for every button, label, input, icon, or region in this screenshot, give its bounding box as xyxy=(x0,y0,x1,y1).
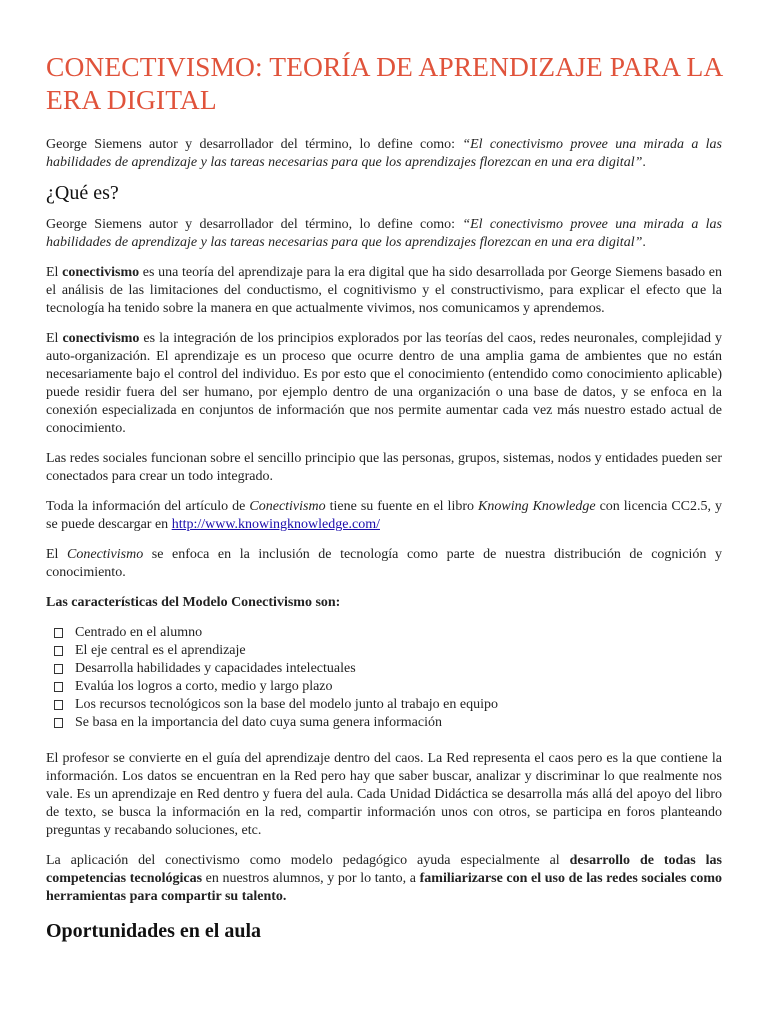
theory-bold: conectivismo xyxy=(62,265,140,280)
list-item-text: Centrado en el alumno xyxy=(75,625,203,640)
paragraph-source xyxy=(46,498,722,534)
source-italic-conectivismo: Conectivismo xyxy=(249,499,326,514)
list-item-text: El eje central es el aprendizaje xyxy=(75,643,246,658)
paragraph-definition xyxy=(46,216,722,252)
checkbox-bullet-icon xyxy=(54,646,63,656)
list-item xyxy=(54,714,722,732)
list-item xyxy=(54,660,722,678)
checkbox-bullet-icon xyxy=(54,700,63,710)
application-bold-b: desarrollo de todas las competencias tecnológicas xyxy=(46,853,722,886)
list-item-text: Los recursos tecnológicos son la base del modelo junto al trabajo en equipo xyxy=(75,697,499,712)
integration-bold: conectivismo xyxy=(62,331,140,346)
checkbox-bullet-icon xyxy=(54,682,63,692)
theory-text-c: es una teoría del aprendizaje para la era digital que ha sido desarrollada por George Siemens basado en el análisis de las limitaciones del conductismo, el cognitivismo y el constructivismo, para explicar el efecto que la tecnología ha tenido sobre la manera en que actualmente vivimos, nos comunicamos y aprendemos. xyxy=(46,265,722,316)
paragraph-theory xyxy=(46,264,722,318)
source-book-title: Knowing Knowledge xyxy=(478,499,596,514)
intro-end: . xyxy=(642,155,646,170)
technology-italic: Conectivismo xyxy=(67,547,144,562)
checkbox-bullet-icon xyxy=(54,664,63,674)
definition-quote: “El conectivismo provee una mirada a las habilidades de aprendizaje y las tareas necesarias para que los aprendizajes florezcan en una era digital” xyxy=(46,217,722,250)
paragraph-social-networks: Las redes sociales funcionan sobre el sencillo principio que las personas, grupos, sistemas, nodos y entidades pueden ser conectados para crear un todo integrado. xyxy=(46,451,722,484)
intro-quote: “El conectivismo provee una mirada a las habilidades de aprendizaje y las tareas necesarias para que los aprendizajes florezcan en una era digital” xyxy=(46,137,722,170)
source-text-a: Toda la información del artículo de xyxy=(46,499,250,514)
application-bold-d: familiarizarse con el uso de las redes sociales como herramientas para compartir su talento. xyxy=(46,871,722,904)
characteristics-list xyxy=(46,624,722,732)
intro-text: George Siemens autor y desarrollador del término, lo define como: xyxy=(46,137,463,152)
list-item-text: Se basa en la importancia del dato cuya suma genera información xyxy=(75,715,442,730)
checkbox-bullet-icon xyxy=(54,718,63,728)
knowingknowledge-link[interactable]: http://www.knowingknowledge.com/ xyxy=(171,517,380,532)
paragraph-application xyxy=(46,852,722,906)
application-text-c: en nuestros alumnos, y por lo tanto, a xyxy=(202,871,420,886)
technology-text-a: El xyxy=(46,547,68,562)
source-text-e: con licencia CC2.5, y se puede descargar en xyxy=(46,499,722,532)
characteristics-heading: Las características del Modelo Conectivismo son: xyxy=(46,595,341,610)
theory-text-a: El xyxy=(46,265,63,280)
definition-end: . xyxy=(642,235,646,250)
list-item xyxy=(54,642,722,660)
integration-text-c: es la integración de los principios explorados por las teorías del caos, redes neuronales, complejidad y auto-organización. El aprendizaje es un proceso que ocurre dentro de una amplia gama de ambientes que no están necesariamente bajo el control del individuo. Es por esto que el conocimiento (entendido como conocimiento aplicable) puede residir fuera del ser humano, por ejemplo dentro de una organización o una base de datos, y se enfoca en la conexión especializada en conjuntos de información que nos permite aumentar cada vez más nuestro estado actual de conocimiento. xyxy=(46,331,722,436)
list-item xyxy=(54,696,722,714)
page-title: CONECTIVISMO: TEORÍA DE APRENDIZAJE PARA LA ERA DIGITAL xyxy=(46,51,722,115)
paragraph-teacher-guide: El profesor se convierte en el guía del aprendizaje dentro del caos. La Red representa el caos pero es la que contiene la información. Los datos se encuentran en la Red pero hay que saber buscar, analizar y discriminar lo que realmente nos vale. Es un aprendizaje en Red dentro y fuera del aula. Cada Unidad Didáctica se desarrolla más allá del apoyo del libro de texto, se busca la información en la red, compartir información unos con otros, se participa en foros planteando preguntas y recabando soluciones, etc. xyxy=(46,751,722,838)
list-item-text: Evalúa los logros a corto, medio y largo plazo xyxy=(75,679,333,694)
list-item xyxy=(54,624,722,642)
definition-text: George Siemens autor y desarrollador del término, lo define como: xyxy=(46,217,463,232)
section-heading-que-es: ¿Qué es? xyxy=(46,182,119,204)
list-item xyxy=(54,678,722,696)
paragraph-technology xyxy=(46,546,722,582)
checkbox-bullet-icon xyxy=(54,628,63,638)
section-heading-oportunidades: Oportunidades en el aula xyxy=(46,920,262,942)
intro-paragraph xyxy=(46,136,722,172)
application-text-a: La aplicación del conectivismo como modelo pedagógico ayuda especialmente al xyxy=(46,853,570,868)
source-text-c: tiene su fuente en el libro xyxy=(325,499,479,514)
paragraph-integration xyxy=(46,330,722,438)
technology-text-c: se enfoca en la inclusión de tecnología como parte de nuestra distribución de cognición y conocimiento. xyxy=(46,547,722,580)
list-item-text: Desarrolla habilidades y capacidades intelectuales xyxy=(75,661,356,676)
integration-text-a: El xyxy=(46,331,63,346)
